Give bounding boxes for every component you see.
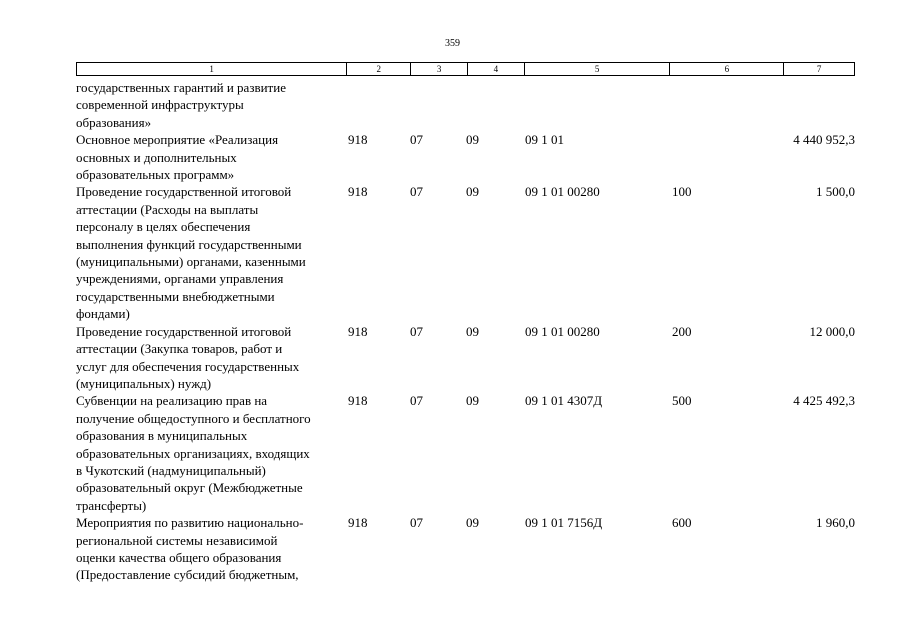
header-col-3: 3 xyxy=(411,63,468,75)
table-row xyxy=(76,183,855,322)
row-expense-type: 200 xyxy=(672,323,692,339)
row-target-article: 09 1 01 4307Д xyxy=(525,393,603,409)
table-body xyxy=(76,79,855,584)
row-section: 07 xyxy=(410,515,423,531)
table-row xyxy=(76,131,855,183)
row-name: Проведение государственной итоговой аттестации (Закупка товаров, работ и услуг для обеспечения государственных (муниципальных) нужд) xyxy=(76,323,300,391)
row-expense-type: 100 xyxy=(672,184,692,200)
header-col-7: 7 xyxy=(816,64,822,74)
row-amount: 1 500,0 xyxy=(816,184,855,200)
row-name: Основное мероприятие «Реализация основных и дополнительных образовательных программ» xyxy=(76,132,279,183)
row-code: 918 xyxy=(348,132,368,148)
row-expense-type: 600 xyxy=(672,515,692,531)
row-target-article: 09 1 01 7156Д xyxy=(525,515,603,531)
row-name: Субвенции на реализацию прав на получение общедоступного и бесплатного образования в муниципальных образовательных организациях, входящих в Чукотский (надмуниципальный) образовательный округ (Межбюджетные трансферты) xyxy=(76,393,311,513)
row-subsection: 09 xyxy=(466,393,479,409)
row-code: 918 xyxy=(348,323,368,339)
row-section: 07 xyxy=(410,393,423,409)
header-col-5: 5 xyxy=(525,63,671,75)
row-amount: 1 960,0 xyxy=(816,515,855,531)
header-col-1: 1 xyxy=(77,63,347,75)
header-col-2: 2 xyxy=(347,63,411,75)
table-row xyxy=(76,323,855,393)
row-subsection: 09 xyxy=(466,184,479,200)
row-name: Мероприятия по развитию национально- региональной системы независимой оценки качества общего образования (Предоставление субсидий бюджетным, xyxy=(76,515,304,583)
row-amount: 4 440 952,3 xyxy=(793,132,855,148)
row-section: 07 xyxy=(410,323,423,339)
row-expense-type: 500 xyxy=(672,393,692,409)
row-subsection: 09 xyxy=(466,132,479,148)
row-section: 07 xyxy=(410,132,423,148)
table-row xyxy=(76,79,855,131)
row-name: Проведение государственной итоговой аттестации (Расходы на выплаты персоналу в целях обеспечения выполнения функций государственными (муниципальными) органами, казенными учреждениями, органами управления государственными внебюджетными фондами) xyxy=(76,184,306,322)
row-target-article: 09 1 01 00280 xyxy=(525,323,600,339)
row-section: 07 xyxy=(410,184,423,200)
row-name: государственных гарантий и развитие современной инфраструктуры образования» xyxy=(76,80,286,130)
row-amount: 12 000,0 xyxy=(809,323,855,339)
row-subsection: 09 xyxy=(466,323,479,339)
table-header-row xyxy=(76,62,855,76)
row-code: 918 xyxy=(348,184,368,200)
row-target-article: 09 1 01 xyxy=(525,132,564,148)
page-number: 359 xyxy=(445,38,460,49)
row-target-article: 09 1 01 00280 xyxy=(525,184,600,200)
row-amount: 4 425 492,3 xyxy=(793,393,855,409)
table-row xyxy=(76,514,855,584)
row-code: 918 xyxy=(348,515,368,531)
header-col-4: 4 xyxy=(468,63,525,75)
header-col-6: 6 xyxy=(670,63,784,75)
table-row xyxy=(76,392,855,514)
row-code: 918 xyxy=(348,393,368,409)
row-subsection: 09 xyxy=(466,515,479,531)
